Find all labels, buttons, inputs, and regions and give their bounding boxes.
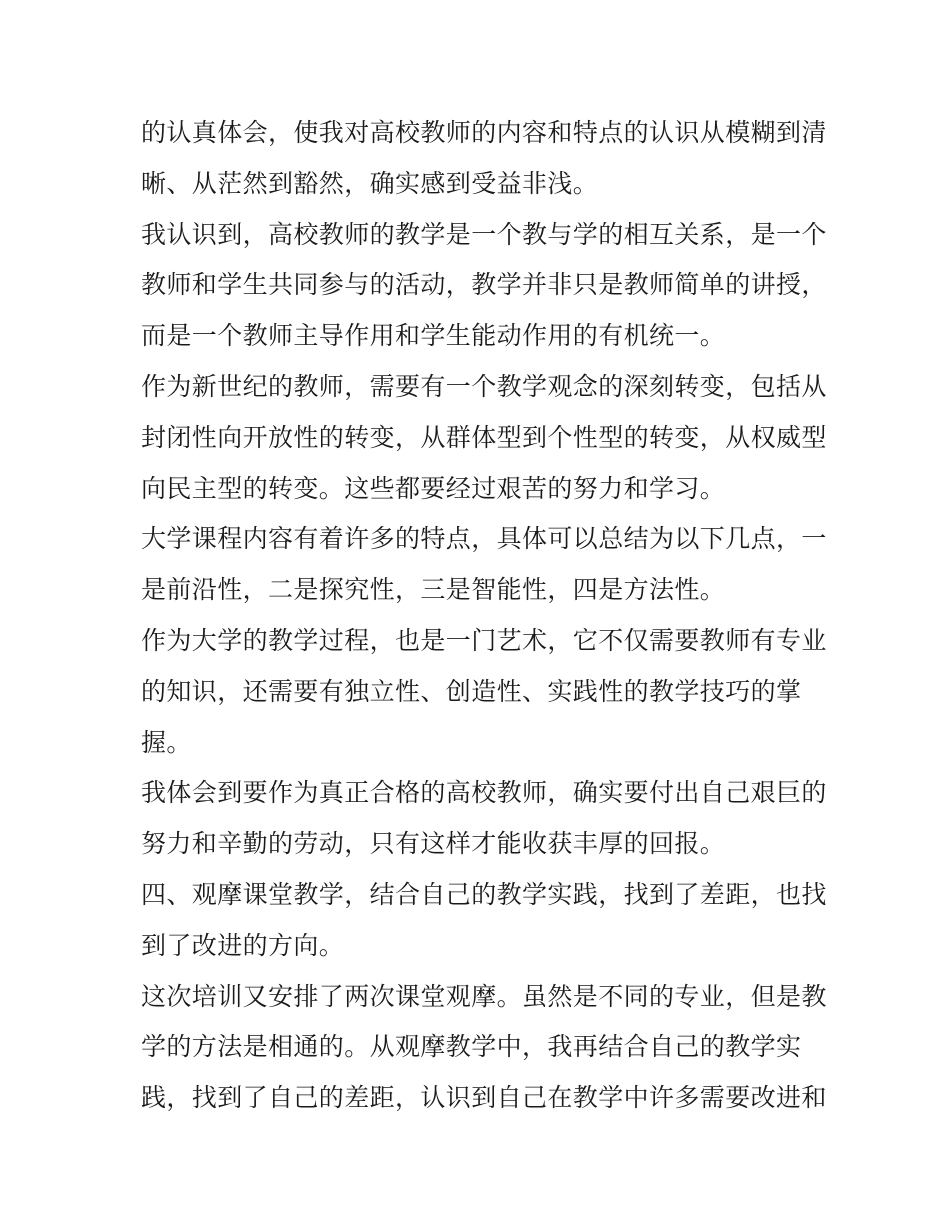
text-line: 作为新世纪的教师，需要有一个教学观念的深刻转变，包括从	[141, 371, 827, 401]
text-line: 这次培训又安排了两次课堂观摩。虽然是不同的专业，但是教	[141, 981, 827, 1011]
text-line: 向民主型的转变。这些都要经过艰苦的努力和学习。	[141, 473, 726, 503]
text-line: 而是一个教师主导作用和学生能动作用的有机统一。	[141, 321, 726, 351]
text-line: 大学课程内容有着许多的特点，具体可以总结为以下几点，一	[141, 524, 827, 554]
text-line: 践，找到了自己的差距，认识到自己在教学中许多需要改进和	[141, 1083, 827, 1113]
text-line: 到了改进的方向。	[141, 930, 345, 960]
text-line: 作为大学的教学过程，也是一门艺术，它不仅需要教师有专业	[141, 625, 827, 655]
document-body	[141, 108, 827, 1124]
text-line: 我体会到要作为真正合格的高校教师，确实要付出自己艰巨的	[141, 778, 827, 808]
text-line: 握。	[141, 727, 192, 757]
text-line: 的认真体会，使我对高校教师的内容和特点的认识从模糊到清	[141, 118, 827, 147]
text-line: 晰、从茫然到豁然，确实感到受益非浅。	[141, 168, 599, 198]
text-line: 我认识到，高校教师的教学是一个教与学的相互关系，是一个	[141, 219, 827, 249]
text-line: 的知识，还需要有独立性、创造性、实践性的教学技巧的掌	[141, 676, 802, 706]
text-line: 教师和学生共同参与的活动，教学并非只是教师简单的讲授，	[141, 270, 827, 300]
text-line: 四、观摩课堂教学，结合自己的教学实践，找到了差距，也找	[141, 879, 827, 909]
text-line: 是前沿性，二是探究性，三是智能性，四是方法性。	[141, 575, 726, 605]
text-line: 努力和辛勤的劳动，只有这样才能收获丰厚的回报。	[141, 829, 726, 859]
text-line: 封闭性向开放性的转变，从群体型到个性型的转变，从权威型	[141, 422, 827, 452]
text-line: 学的方法是相通的。从观摩教学中，我再结合自己的教学实	[141, 1032, 802, 1062]
